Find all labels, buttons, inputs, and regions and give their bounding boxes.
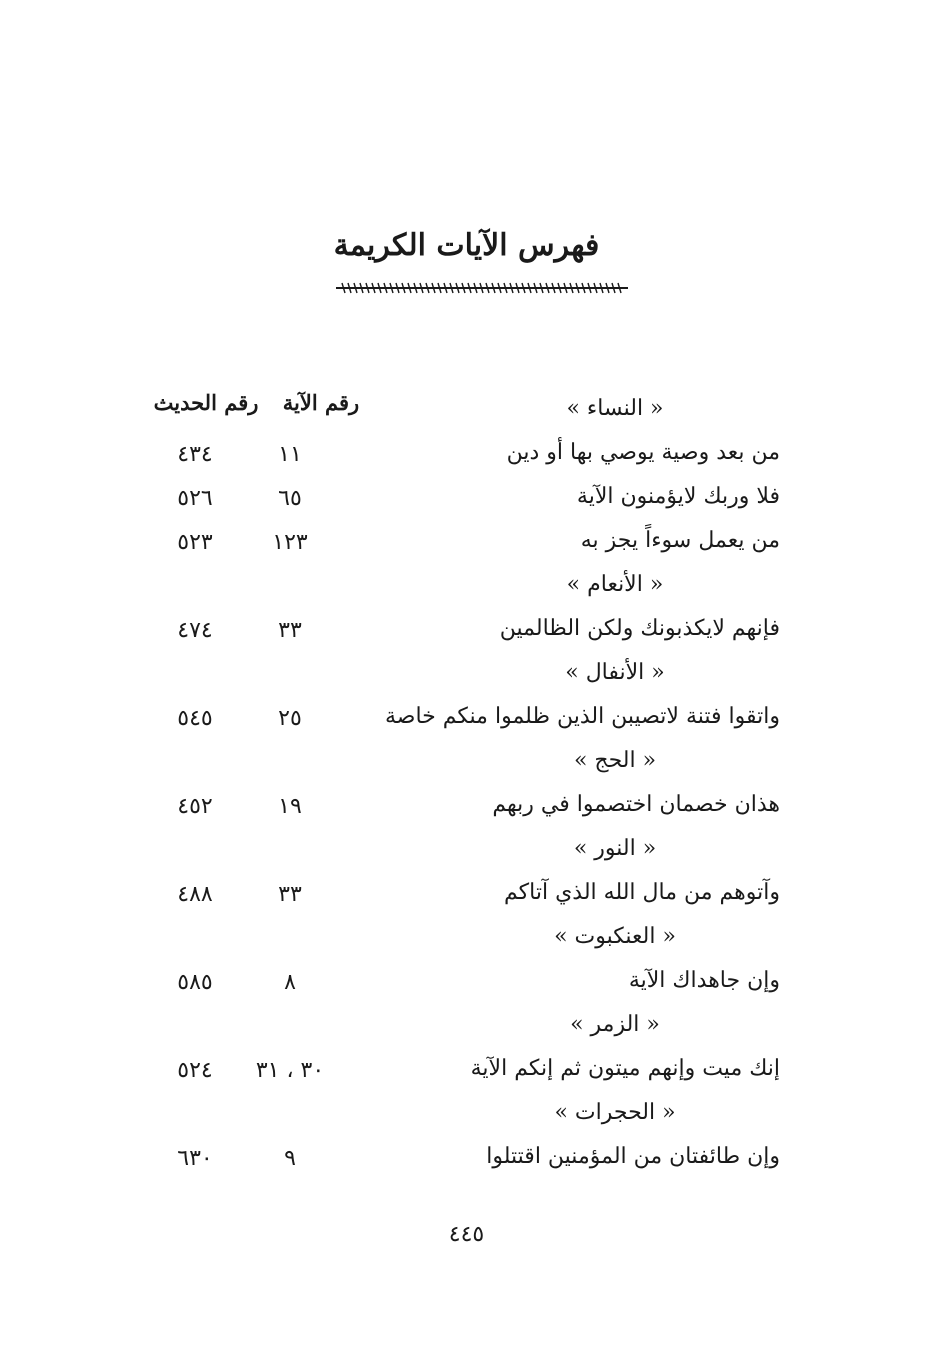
- surah-heading-row: [0, 832, 933, 876]
- hadith-number: ٤٥٢: [177, 794, 213, 819]
- surah-heading-row: [0, 744, 933, 788]
- verse-text: هذان خصمان اختصموا في ربهم: [492, 792, 780, 817]
- verse-row: [0, 700, 933, 744]
- surah-name: « النور »: [573, 836, 657, 861]
- surah-heading-row: [0, 568, 933, 612]
- hadith-number: ٥٢٤: [177, 1058, 213, 1083]
- verse-text: وإن جاهداك الآية: [628, 968, 780, 993]
- verse-text: من بعد وصية يوصي بها أو دين: [506, 440, 780, 465]
- page-number: ٤٤٥: [448, 1222, 485, 1247]
- surah-heading-row: [0, 1096, 933, 1140]
- verse-row: [0, 480, 933, 524]
- verse-number: ٣٣: [278, 882, 302, 907]
- hadith-number: ٦٣٠: [177, 1146, 213, 1171]
- verse-row: [0, 1140, 933, 1184]
- verse-text: إنك ميت وإنهم ميتون ثم إنكم الآية: [470, 1056, 780, 1081]
- verse-number: ٦٥: [278, 486, 302, 511]
- hadith-number: ٥٨٥: [177, 970, 213, 995]
- verse-number: ٨: [284, 970, 296, 995]
- surah-name: « الأنفال »: [565, 660, 665, 685]
- verse-number: ٣٣: [278, 618, 302, 643]
- verse-text: فلا وربك لايؤمنون الآية: [576, 484, 780, 509]
- verse-text: واتقوا فتنة لاتصيبن الذين ظلموا منكم خاصة: [384, 704, 780, 729]
- verse-row: [0, 612, 933, 656]
- title-ornamental-rule: [336, 282, 628, 294]
- verse-number: ١٩: [278, 794, 302, 819]
- surah-heading-row: [0, 1008, 933, 1052]
- verse-number: ١١: [278, 442, 302, 467]
- page-title: فهرس الآيات الكريمة: [333, 228, 600, 263]
- verse-number: ١٢٣: [272, 530, 308, 555]
- hadith-number: ٤٣٤: [177, 442, 213, 467]
- verse-number: ٩: [284, 1146, 296, 1171]
- hadith-number: ٥٢٦: [177, 486, 213, 511]
- verse-row: [0, 1052, 933, 1096]
- verse-text: من يعمل سوءاً يجز به: [580, 528, 780, 553]
- verse-row: [0, 436, 933, 480]
- index-table: [0, 392, 933, 1184]
- surah-heading-row: [0, 392, 933, 436]
- verse-number: ٢٥: [278, 706, 302, 731]
- surah-name: « العنكبوت »: [554, 924, 676, 949]
- hadith-number: ٥٢٣: [177, 530, 213, 555]
- column-header-hadith-number: رقم الحديث: [153, 390, 259, 415]
- hadith-number: ٥٤٥: [177, 706, 213, 731]
- verse-text: وآتوهم من مال الله الذي آتاكم: [504, 880, 780, 905]
- verse-row: [0, 964, 933, 1008]
- column-header-verse-number: رقم الآية: [282, 390, 360, 415]
- verse-row: [0, 876, 933, 920]
- surah-name: « الأنعام »: [566, 572, 664, 597]
- verse-text: فإنهم لايكذبونك ولكن الظالمين: [499, 616, 780, 641]
- surah-name: « النساء »: [566, 396, 664, 421]
- surah-heading-row: [0, 920, 933, 964]
- hadith-number: ٤٧٤: [177, 618, 213, 643]
- verse-text: وإن طائفتان من المؤمنين اقتتلوا: [486, 1144, 780, 1169]
- verse-row: [0, 788, 933, 832]
- surah-name: « الحج »: [573, 748, 657, 773]
- verse-row: [0, 524, 933, 568]
- ornament-svg: [336, 282, 628, 294]
- hadith-number: ٤٨٨: [177, 882, 213, 907]
- surah-name: « الزمر »: [570, 1012, 660, 1037]
- verse-number: ٣٠ ، ٣١: [255, 1058, 325, 1083]
- surah-heading-row: [0, 656, 933, 700]
- surah-name: « الحجرات »: [554, 1100, 676, 1125]
